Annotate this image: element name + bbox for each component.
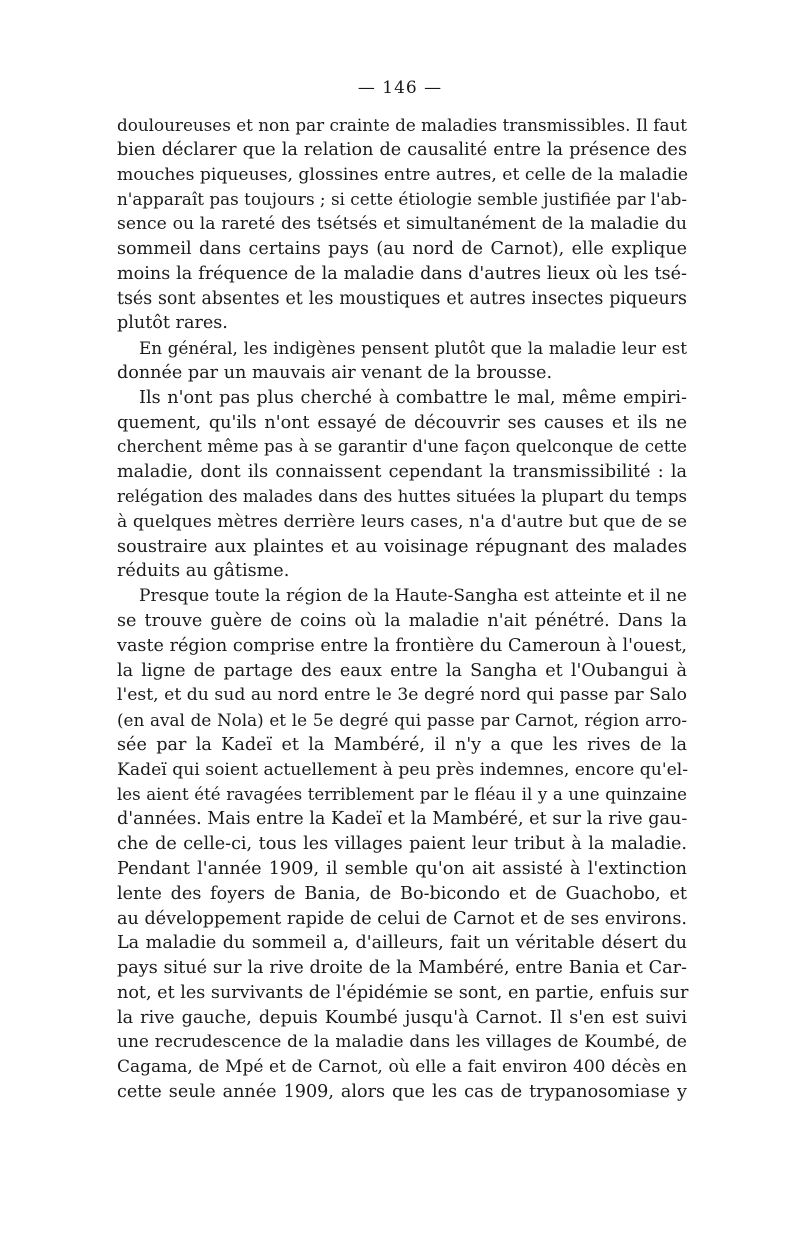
text-line: Pendant l'année 1909, il semble qu'on ait assisté à l'extinction (117, 858, 687, 879)
text-line: relégation des malades dans des huttes situées la plupart du temps (117, 486, 687, 506)
text-line: l'est, et du sud au nord entre le 3e degré nord qui passe par Salo (117, 685, 687, 706)
text-line: la ligne de partage des eaux entre la Sangha et l'Oubangui à (117, 660, 687, 681)
text-line: d'années. Mais entre la Kadeï et la Mambéré, et sur la rive gau- (117, 809, 688, 830)
text-line: sée par la Kadeï et la Mambéré, il n'y a que les rives de la (117, 734, 687, 755)
text-line: vaste région comprise entre la frontière du Cameroun à l'ouest, (117, 635, 687, 656)
text-line: douloureuses et non par crainte de maladies transmissibles. Il faut (117, 115, 687, 135)
text-line: sence ou la rareté des tsétsés et simultanément de la maladie du (117, 214, 687, 235)
text-line: cherchent même pas à se garantir d'une façon quelconque de cette (117, 437, 687, 457)
text-line: pays situé sur la rive droite de la Mambéré, entre Bania et Car- (117, 958, 687, 979)
text-line: sommeil dans certains pays (au nord de Carnot), elle explique (117, 238, 687, 259)
text-line: not, et les survivants de l'épidémie se sont, en partie, enfuis sur (117, 982, 689, 1003)
text-line: Cagama, de Mpé et de Carnot, où elle a fait environ 400 décès en (117, 1057, 687, 1078)
text-line: au développement rapide de celui de Carnot et de ses environs. (117, 908, 687, 929)
text-line: (en aval de Nola) et le 5e degré qui passe par Carnot, région arro- (117, 710, 687, 731)
text-line: à quelques mètres derrière leurs cases, n'a d'autre but que de se (117, 511, 687, 532)
text-line: les aient été ravagées terriblement par le fléau il y a une quinzaine (117, 784, 687, 804)
page-number: — 146 — (357, 78, 443, 98)
text-line: che de celle-ci, tous les villages paient leur tribut à la maladie. (117, 834, 687, 855)
text-line: maladie, dont ils connaissent cependant la transmissibilité : la (117, 462, 687, 483)
text-line: Presque toute la région de la Haute-Sangha est atteinte et il ne (139, 586, 687, 607)
text-line: En général, les indigènes pensent plutôt que la maladie leur est (139, 338, 687, 359)
text-line: La maladie du sommeil a, d'ailleurs, fait un véritable désert du (117, 933, 687, 954)
text-line: la rive gauche, depuis Koumbé jusqu'à Carnot. Il s'en est suivi (117, 1007, 687, 1028)
text-line: soustraire aux plaintes et au voisinage répugnant des malades (117, 536, 687, 557)
body-text (117, 113, 687, 1105)
text-line: mouches piqueuses, glossines entre autres, et celle de la maladie (117, 164, 689, 185)
text-line: Ils n'ont pas plus cherché à combattre le mal, même empiri- (139, 387, 687, 408)
text-line: lente des foyers de Bania, de Bo-bicondo et de Guachobo, et (117, 883, 687, 904)
text-line: quement, qu'ils n'ont essayé de découvrir ses causes et ils ne (117, 412, 687, 433)
text-line: réduits au gâtisme. (117, 561, 290, 582)
text-line: n'apparaît pas toujours ; si cette étiologie semble justifiée par l'ab- (117, 189, 687, 210)
text-line: tsés sont absentes et les moustiques et autres insectes piqueurs (117, 288, 687, 309)
text-line: se trouve guère de coins où la maladie n'ait pénétré. Dans la (117, 610, 687, 631)
text-line: bien déclarer que la relation de causalité entre la présence des (117, 139, 687, 160)
text-line: moins la fréquence de la maladie dans d'autres lieux où les tsé- (117, 263, 687, 284)
text-line: cette seule année 1909, alors que les cas de trypanosomiase y (117, 1082, 687, 1103)
text-line: une recrudescence de la maladie dans les villages de Koumbé, de (117, 1032, 687, 1053)
text-line: donnée par un mauvais air venant de la brousse. (117, 362, 553, 383)
text-line: plutôt rares. (117, 313, 228, 334)
text-line: Kadeï qui soient actuellement à peu près indemnes, encore qu'el- (117, 759, 689, 780)
